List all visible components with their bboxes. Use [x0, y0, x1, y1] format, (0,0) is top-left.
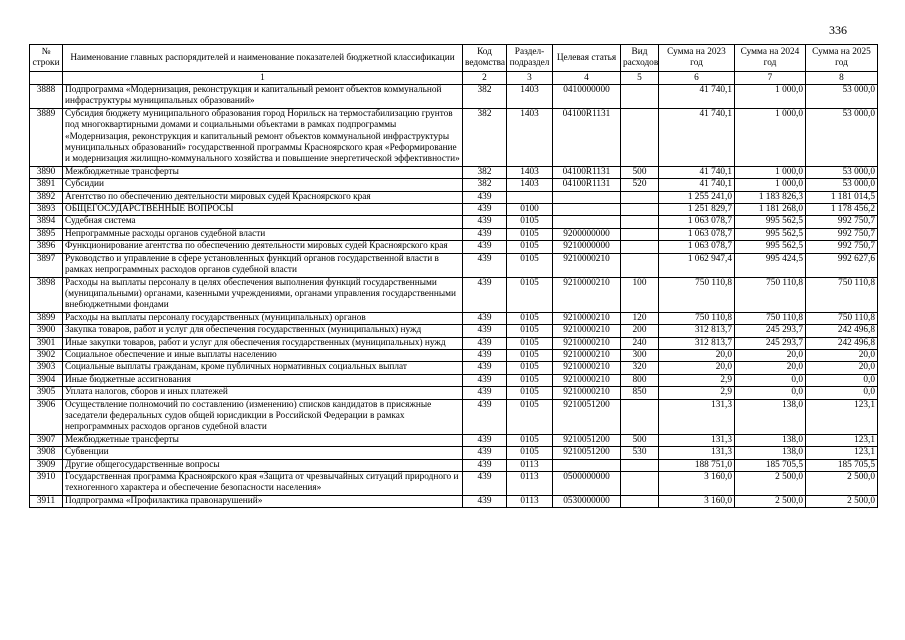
sum-2023-cell: 41 740,1 — [659, 108, 735, 166]
expense-type-cell — [621, 253, 659, 277]
section-code-cell: 0105 — [507, 228, 553, 240]
row-number-cell: 3891 — [30, 179, 63, 191]
row-name-cell: Уплата налогов, сборов и иных платежей — [63, 387, 463, 399]
sum-2023-cell: 1 251 829,7 — [659, 204, 735, 216]
department-code-cell: 382 — [463, 179, 507, 191]
row-number-cell: 3908 — [30, 447, 63, 459]
sum-2025-cell: 1 181 014,5 — [806, 191, 878, 203]
table-row — [30, 166, 878, 178]
row-name-cell: Агентство по обеспечению деятельности мировых судей Красноярского края — [63, 191, 463, 203]
sum-2023-cell: 188 751,0 — [659, 459, 735, 471]
table-row — [30, 277, 878, 312]
department-code-cell: 439 — [463, 204, 507, 216]
section-code-cell: 0105 — [507, 349, 553, 361]
column-number: 2 — [463, 72, 507, 85]
table-row — [30, 362, 878, 374]
row-name-cell: Расходы на выплаты персоналу государственных (муниципальных) органов — [63, 312, 463, 324]
table-row — [30, 434, 878, 446]
header-expense-type: Вид расходов — [621, 45, 659, 72]
header-target-item: Целевая статья — [553, 45, 621, 72]
sum-2025-cell: 992 750,7 — [806, 216, 878, 228]
section-code-cell: 0105 — [507, 216, 553, 228]
sum-2023-cell: 312 813,7 — [659, 325, 735, 337]
table-row — [30, 325, 878, 337]
sum-2024-cell: 138,0 — [735, 447, 806, 459]
sum-2024-cell: 138,0 — [735, 399, 806, 434]
row-name-cell: Иные бюджетные ассигнования — [63, 374, 463, 386]
column-number: 3 — [507, 72, 553, 85]
section-code-cell: 0105 — [507, 253, 553, 277]
department-code-cell: 439 — [463, 325, 507, 337]
sum-2025-cell: 0,0 — [806, 387, 878, 399]
section-code-cell: 0113 — [507, 459, 553, 471]
target-item-cell: 04100R1131 — [553, 108, 621, 166]
column-number: 5 — [621, 72, 659, 85]
row-number-cell: 3906 — [30, 399, 63, 434]
row-name-cell: Межбюджетные трансферты — [63, 434, 463, 446]
sum-2024-cell: 995 562,5 — [735, 216, 806, 228]
sum-2024-cell: 1 000,0 — [735, 85, 806, 109]
section-code-cell: 1403 — [507, 85, 553, 109]
target-item-cell: 9210000210 — [553, 325, 621, 337]
row-number-cell: 3895 — [30, 228, 63, 240]
expense-type-cell — [621, 472, 659, 496]
sum-2024-cell: 185 705,5 — [735, 459, 806, 471]
target-item-cell: 9210000210 — [553, 387, 621, 399]
row-name-cell: Расходы на выплаты персоналу в целях обеспечения выполнения функций государственными (муниципальными) органами, казенными учреждениями, органами управления государственными внебюджетными фондами — [63, 277, 463, 312]
target-item-cell: 9210000210 — [553, 277, 621, 312]
budget-table — [29, 44, 878, 508]
table-row — [30, 337, 878, 349]
row-number-cell: 3904 — [30, 374, 63, 386]
sum-2023-cell: 3 160,0 — [659, 472, 735, 496]
sum-2024-cell: 995 562,5 — [735, 241, 806, 253]
row-name-cell: Социальное обеспечение и иные выплаты населению — [63, 349, 463, 361]
target-item-cell: 9210000210 — [553, 374, 621, 386]
row-name-cell: Субсидия бюджету муниципального образования город Норильск на термостабилизацию грунтов под многоквартирными домами и социальными объектами в рамках подпрограммы «Модернизация, реконструкция и капитальный ремонт объектов коммунальной инфраструктуры муниципальных образований» государственной программы Красноярского края «Реформирование и модернизация жилищно-коммунального хозяйства и повышение энергетической эффективности» — [63, 108, 463, 166]
row-name-cell: Субвенции — [63, 447, 463, 459]
target-item-cell: 9210051200 — [553, 447, 621, 459]
department-code-cell: 439 — [463, 216, 507, 228]
row-name-cell: Другие общегосударственные вопросы — [63, 459, 463, 471]
table-row — [30, 472, 878, 496]
row-name-cell: ОБЩЕГОСУДАРСТВЕННЫЕ ВОПРОСЫ — [63, 204, 463, 216]
sum-2025-cell: 20,0 — [806, 362, 878, 374]
column-number: 7 — [735, 72, 806, 85]
section-code-cell — [507, 191, 553, 203]
target-item-cell: 9210051200 — [553, 434, 621, 446]
row-name-cell: Социальные выплаты гражданам, кроме публичных нормативных социальных выплат — [63, 362, 463, 374]
section-code-cell: 0105 — [507, 387, 553, 399]
sum-2023-cell: 20,0 — [659, 349, 735, 361]
expense-type-cell: 800 — [621, 374, 659, 386]
expense-type-cell: 100 — [621, 277, 659, 312]
expense-type-cell — [621, 399, 659, 434]
header-name: Наименование главных распорядителей и наименование показателей бюджетной классификации — [63, 45, 463, 72]
sum-2024-cell: 995 424,5 — [735, 253, 806, 277]
row-number-cell: 3894 — [30, 216, 63, 228]
sum-2025-cell: 123,1 — [806, 399, 878, 434]
row-number-cell: 3907 — [30, 434, 63, 446]
row-name-cell: Осуществление полномочий по составлению (изменению) списков кандидатов в присяжные заседатели федеральных судов общей юрисдикции в Российской Федерации в рамках непрограммных расходов органов судебной власти — [63, 399, 463, 434]
sum-2025-cell: 242 496,8 — [806, 325, 878, 337]
table-row — [30, 399, 878, 434]
sum-2024-cell: 2 500,0 — [735, 495, 806, 507]
department-code-cell: 439 — [463, 374, 507, 386]
sum-2023-cell: 1 063 078,7 — [659, 228, 735, 240]
sum-2023-cell: 2,9 — [659, 374, 735, 386]
sum-2023-cell: 20,0 — [659, 362, 735, 374]
department-code-cell: 439 — [463, 362, 507, 374]
table-body — [30, 85, 878, 508]
target-item-cell: 9200000000 — [553, 228, 621, 240]
target-item-cell — [553, 191, 621, 203]
row-number-cell: 3900 — [30, 325, 63, 337]
sum-2023-cell: 3 160,0 — [659, 495, 735, 507]
table-row — [30, 204, 878, 216]
section-code-cell: 0105 — [507, 241, 553, 253]
sum-2025-cell: 242 496,8 — [806, 337, 878, 349]
department-code-cell: 439 — [463, 387, 507, 399]
row-name-cell: Закупка товаров, работ и услуг для обеспечения государственных (муниципальных) нужд — [63, 325, 463, 337]
header-row-number: № строки — [30, 45, 63, 72]
row-number-cell: 3910 — [30, 472, 63, 496]
target-item-cell: 9210000210 — [553, 253, 621, 277]
target-item-cell — [553, 216, 621, 228]
table-row — [30, 447, 878, 459]
sum-2023-cell: 41 740,1 — [659, 166, 735, 178]
row-number-cell: 3903 — [30, 362, 63, 374]
sum-2024-cell: 0,0 — [735, 387, 806, 399]
department-code-cell: 439 — [463, 228, 507, 240]
row-number-cell: 3888 — [30, 85, 63, 109]
department-code-cell: 382 — [463, 166, 507, 178]
header-department-code: Код ведомства — [463, 45, 507, 72]
department-code-cell: 439 — [463, 399, 507, 434]
column-number: 1 — [63, 72, 463, 85]
section-code-cell: 0105 — [507, 447, 553, 459]
section-code-cell: 0105 — [507, 325, 553, 337]
target-item-cell: 9210000210 — [553, 337, 621, 349]
department-code-cell: 439 — [463, 241, 507, 253]
sum-2023-cell: 41 740,1 — [659, 179, 735, 191]
table-row — [30, 253, 878, 277]
department-code-cell: 439 — [463, 459, 507, 471]
section-code-cell: 0105 — [507, 374, 553, 386]
department-code-cell: 439 — [463, 277, 507, 312]
target-item-cell — [553, 204, 621, 216]
sum-2025-cell: 53 000,0 — [806, 166, 878, 178]
row-name-cell: Судебная система — [63, 216, 463, 228]
expense-type-cell — [621, 241, 659, 253]
department-code-cell: 382 — [463, 108, 507, 166]
table-row — [30, 495, 878, 507]
header-sum-2024: Сумма на 2024 год — [735, 45, 806, 72]
sum-2024-cell: 1 183 826,3 — [735, 191, 806, 203]
row-number-cell: 3899 — [30, 312, 63, 324]
expense-type-cell — [621, 495, 659, 507]
expense-type-cell: 200 — [621, 325, 659, 337]
sum-2025-cell: 53 000,0 — [806, 179, 878, 191]
sum-2023-cell: 131,3 — [659, 447, 735, 459]
section-code-cell: 1403 — [507, 108, 553, 166]
department-code-cell: 439 — [463, 312, 507, 324]
sum-2023-cell: 1 062 947,4 — [659, 253, 735, 277]
expense-type-cell: 120 — [621, 312, 659, 324]
sum-2024-cell: 0,0 — [735, 374, 806, 386]
table-row — [30, 216, 878, 228]
table-row — [30, 349, 878, 361]
expense-type-cell — [621, 191, 659, 203]
target-item-cell: 9210000000 — [553, 241, 621, 253]
expense-type-cell: 500 — [621, 434, 659, 446]
row-number-cell: 3902 — [30, 349, 63, 361]
target-item-cell: 04100R1131 — [553, 166, 621, 178]
department-code-cell: 439 — [463, 447, 507, 459]
table-row — [30, 108, 878, 166]
section-code-cell: 0105 — [507, 434, 553, 446]
row-number-cell: 3890 — [30, 166, 63, 178]
sum-2024-cell: 245 293,7 — [735, 325, 806, 337]
sum-2025-cell: 53 000,0 — [806, 108, 878, 166]
sum-2024-cell: 1 000,0 — [735, 108, 806, 166]
section-code-cell: 0105 — [507, 362, 553, 374]
table-row — [30, 191, 878, 203]
expense-type-cell: 850 — [621, 387, 659, 399]
sum-2024-cell: 1 181 268,0 — [735, 204, 806, 216]
table-row — [30, 312, 878, 324]
department-code-cell: 439 — [463, 253, 507, 277]
row-number-cell: 3901 — [30, 337, 63, 349]
section-code-cell: 1403 — [507, 179, 553, 191]
sum-2025-cell: 2 500,0 — [806, 495, 878, 507]
sum-2024-cell: 1 000,0 — [735, 166, 806, 178]
department-code-cell: 439 — [463, 472, 507, 496]
table-row — [30, 374, 878, 386]
sum-2025-cell: 123,1 — [806, 447, 878, 459]
row-name-cell: Подпрограмма «Модернизация, реконструкция и капитальный ремонт объектов коммунальной инфраструктуры муниципальных образований» — [63, 85, 463, 109]
header-sum-2023: Сумма на 2023 год — [659, 45, 735, 72]
section-code-cell: 0113 — [507, 472, 553, 496]
target-item-cell — [553, 459, 621, 471]
department-code-cell: 439 — [463, 495, 507, 507]
sum-2025-cell: 750 110,8 — [806, 277, 878, 312]
department-code-cell: 439 — [463, 191, 507, 203]
sum-2025-cell: 53 000,0 — [806, 85, 878, 109]
department-code-cell: 439 — [463, 349, 507, 361]
target-item-cell: 0530000000 — [553, 495, 621, 507]
department-code-cell: 439 — [463, 337, 507, 349]
section-code-cell: 0105 — [507, 277, 553, 312]
department-code-cell: 439 — [463, 434, 507, 446]
row-number-cell: 3905 — [30, 387, 63, 399]
column-number: 6 — [659, 72, 735, 85]
sum-2024-cell: 245 293,7 — [735, 337, 806, 349]
sum-2023-cell: 312 813,7 — [659, 337, 735, 349]
sum-2023-cell: 750 110,8 — [659, 277, 735, 312]
sum-2024-cell: 995 562,5 — [735, 228, 806, 240]
sum-2025-cell: 123,1 — [806, 434, 878, 446]
row-number-cell: 3892 — [30, 191, 63, 203]
sum-2025-cell: 2 500,0 — [806, 472, 878, 496]
expense-type-cell — [621, 108, 659, 166]
table-row — [30, 179, 878, 191]
sum-2024-cell: 2 500,0 — [735, 472, 806, 496]
expense-type-cell: 240 — [621, 337, 659, 349]
section-code-cell: 0105 — [507, 337, 553, 349]
sum-2024-cell: 750 110,8 — [735, 312, 806, 324]
column-number — [30, 72, 63, 85]
page-number: 336 — [829, 23, 847, 37]
target-item-cell: 9210000210 — [553, 349, 621, 361]
column-number: 4 — [553, 72, 621, 85]
row-name-cell: Субсидии — [63, 179, 463, 191]
expense-type-cell — [621, 85, 659, 109]
sum-2025-cell: 1 178 456,2 — [806, 204, 878, 216]
section-code-cell: 0113 — [507, 495, 553, 507]
table-row — [30, 387, 878, 399]
sum-2023-cell: 1 255 241,0 — [659, 191, 735, 203]
expense-type-cell: 320 — [621, 362, 659, 374]
table-row — [30, 241, 878, 253]
row-number-cell: 3911 — [30, 495, 63, 507]
header-section: Раздел-подраздел — [507, 45, 553, 72]
sum-2025-cell: 20,0 — [806, 349, 878, 361]
row-number-cell: 3898 — [30, 277, 63, 312]
row-number-cell: 3889 — [30, 108, 63, 166]
row-number-cell: 3909 — [30, 459, 63, 471]
row-number-cell: 3897 — [30, 253, 63, 277]
expense-type-cell — [621, 216, 659, 228]
sum-2023-cell: 2,9 — [659, 387, 735, 399]
sum-2025-cell: 992 750,7 — [806, 241, 878, 253]
row-name-cell: Руководство и управление в сфере установленных функций органов государственной власти в рамках непрограммных расходов органов судебной власти — [63, 253, 463, 277]
section-code-cell: 1403 — [507, 166, 553, 178]
column-number-row — [30, 72, 878, 85]
sum-2024-cell: 138,0 — [735, 434, 806, 446]
sum-2023-cell: 41 740,1 — [659, 85, 735, 109]
table-row — [30, 85, 878, 109]
table-row — [30, 228, 878, 240]
column-number: 8 — [806, 72, 878, 85]
department-code-cell: 382 — [463, 85, 507, 109]
sum-2025-cell: 992 750,7 — [806, 228, 878, 240]
row-name-cell: Непрограммные расходы органов судебной власти — [63, 228, 463, 240]
sum-2023-cell: 1 063 078,7 — [659, 216, 735, 228]
expense-type-cell — [621, 228, 659, 240]
target-item-cell: 0500000000 — [553, 472, 621, 496]
table-row — [30, 459, 878, 471]
sum-2024-cell: 1 000,0 — [735, 179, 806, 191]
expense-type-cell — [621, 204, 659, 216]
row-number-cell: 3896 — [30, 241, 63, 253]
row-name-cell: Подпрограмма «Профилактика правонарушений» — [63, 495, 463, 507]
expense-type-cell: 500 — [621, 166, 659, 178]
row-name-cell: Государственная программа Красноярского края «Защита от чрезвычайных ситуаций природного и техногенного характера и обеспечение безопасности населения» — [63, 472, 463, 496]
sum-2025-cell: 185 705,5 — [806, 459, 878, 471]
expense-type-cell: 300 — [621, 349, 659, 361]
target-item-cell: 9210051200 — [553, 399, 621, 434]
sum-2025-cell: 992 627,6 — [806, 253, 878, 277]
header-row — [30, 45, 878, 72]
row-name-cell: Иные закупки товаров, работ и услуг для обеспечения государственных (муниципальных) нужд — [63, 337, 463, 349]
section-code-cell: 0105 — [507, 312, 553, 324]
sum-2025-cell: 0,0 — [806, 374, 878, 386]
sum-2023-cell: 1 063 078,7 — [659, 241, 735, 253]
sum-2024-cell: 20,0 — [735, 349, 806, 361]
sum-2025-cell: 750 110,8 — [806, 312, 878, 324]
target-item-cell: 0410000000 — [553, 85, 621, 109]
target-item-cell: 9210000210 — [553, 312, 621, 324]
row-name-cell: Функционирование агентства по обеспечению деятельности мировых судей Красноярского края — [63, 241, 463, 253]
expense-type-cell: 530 — [621, 447, 659, 459]
target-item-cell: 9210000210 — [553, 362, 621, 374]
section-code-cell: 0105 — [507, 399, 553, 434]
target-item-cell: 04100R1131 — [553, 179, 621, 191]
sum-2023-cell: 131,3 — [659, 434, 735, 446]
row-number-cell: 3893 — [30, 204, 63, 216]
expense-type-cell: 520 — [621, 179, 659, 191]
section-code-cell: 0100 — [507, 204, 553, 216]
expense-type-cell — [621, 459, 659, 471]
sum-2024-cell: 750 110,8 — [735, 277, 806, 312]
sum-2023-cell: 131,3 — [659, 399, 735, 434]
sum-2024-cell: 20,0 — [735, 362, 806, 374]
header-sum-2025: Сумма на 2025 год — [806, 45, 878, 72]
sum-2023-cell: 750 110,8 — [659, 312, 735, 324]
row-name-cell: Межбюджетные трансферты — [63, 166, 463, 178]
